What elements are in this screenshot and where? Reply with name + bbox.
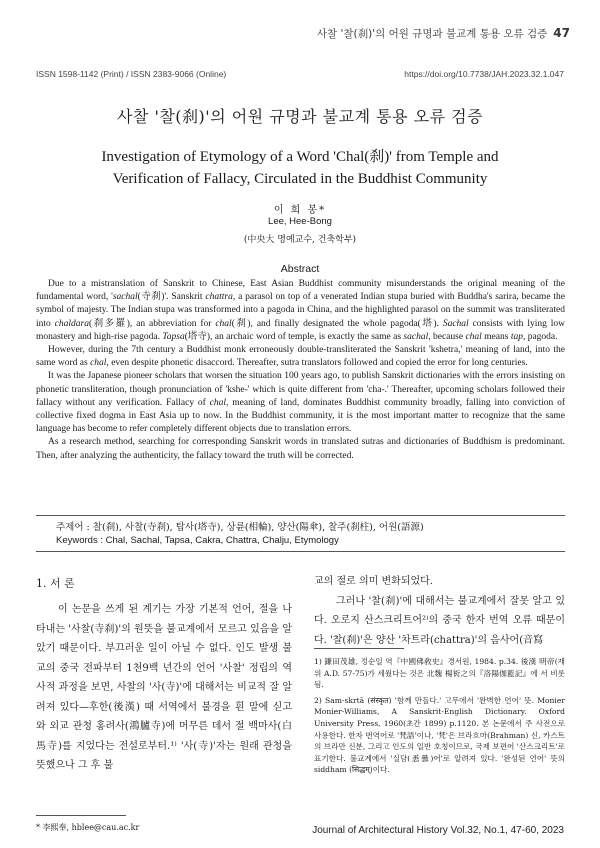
body-paragraph: 이 논문을 쓰게 된 계기는 가장 기본적 언어, 절을 나타내는 '사찰(寺刹)'의 원뜻을 불교계에서 모르고 있음을 알았기 때문이다. 부끄러운 일이 아닐 수 없다. 인도 발생 불교의 중국 전파부터 1천9백 년간의 언어 '사찰' 정립의 역사적 과정을 보면, 사찰의 '사(寺)'에 대해서는 비교적 잘 알려져 있다—후한(後漢) 때 서역에서 불경을 흰 말에 싣고 와 외교 관청 홍려사(鴻臚寺)에 머무른 데서 절 백마사(白馬寺)를 지었다는 전설로부터.¹⁾ '사(寺)'자는 원래 관청을 뜻했으나 그 후 불 — [36, 604, 292, 771]
section-heading-introduction: 1. 서 론 — [36, 577, 75, 590]
footnote-rule-right — [314, 648, 404, 649]
issn: ISSN 1598-1142 (Print) / ISSN 2383-9066 (Online) — [36, 69, 227, 79]
footnote-2: 2) Sam-skrtā (संस्कृत) '함께 만들다.' 고무에서 '완벽한 언어' 뜻. Monier Monier-Williams, A Sanskrit-English Dictionary. Oxford University Press, 1960(초간 1899) p.1120. 본 논문에서 주 사전으로 사용한다. 한자 번역어로 '梵語'이나, '梵'은 브라흐마(Brahman) 신, 카스트의 브라만 신분, 그리고 인도의 일반 호칭이므로, 국제 보편어 '산스크리트'로 표기한다. 불교계에서 '실담(悉曇)어'로 알려져 있다. '완성된 언어' 뜻의 siddham (सिद्धम्)이다. — [314, 695, 565, 775]
footnotes-right — [314, 656, 565, 780]
abstract-heading: Abstract — [280, 263, 320, 275]
author-footnote: * 李熙奉, hblee@cau.ac.kr — [36, 823, 140, 832]
abstract-paragraph: It was the Japanese pioneer scholars that worsen the situation 100 years ago, to publish Sanskrit dictionaries with the errors insisting on phonetic transliteration, though pronunciation of 'kshe-' which is quite different from 'cha-.' Thereafter, upcoming scholars followed their fallacy without any verification. Fallacy of chal, meaning of land, dominates Buddhist community broadly, falling into conviction of collective fixed dogma in East Asia up to now. In the Buddhist community, it is the most important matter to recognize that the same language has become to refer completely different objects due to translation errors. — [36, 371, 565, 435]
title-korean: 사찰 '찰(刹)'의 어원 규명과 불교계 통용 오류 검증 — [116, 107, 484, 126]
keywords-bottom-rule — [36, 551, 565, 552]
affiliation: (中央大 명예교수, 건축학부) — [243, 235, 357, 245]
right-column-body — [314, 572, 565, 650]
running-title: 사찰 '찰(刹)'의 어원 규명과 불교계 통용 오류 검증 — [316, 28, 548, 40]
journal-citation: Journal of Architectural History Vol.32, No.1, 47-60, 2023 — [312, 825, 564, 836]
doi-link[interactable]: https://doi.org/10.7738/JAH.2023.32.1.047 — [404, 69, 564, 79]
footnote-rule-left — [36, 815, 126, 816]
title-english-line2: Verification of Fallacy, Circulated in the Buddhist Community — [112, 171, 488, 187]
title-english-line1: Investigation of Etymology of a Word 'Chal(刹)' from Temple and — [101, 149, 499, 165]
keywords-korean: 주제어 : 찰(刹), 사찰(寺刹), 탑사(塔寺), 상륜(相輪), 양산(陽傘), 찰주(刹柱), 어원(語源) — [56, 522, 424, 533]
abstract-paragraph: As a research method, searching for corresponding Sanskrit words in translated sutras and dictionaries of Buddhism is predominant. Then, after analyzing the authenticity, the fallacy toward the truth will be corrected. — [36, 437, 565, 461]
body-paragraph: 교의 절로 의미 변화되었다. — [314, 576, 433, 587]
footnote-1: 1) 鎌田茂雄, 정순일 역『中國佛敎史』경서원, 1984. p.34. 後漢 明帝(재위 A.D. 57-75)가 세웠다는 것은 北魏 楊衒之의『洛陽伽藍記』에 서 비롯됨. — [314, 657, 565, 690]
abstract-paragraph: However, during the 7th century a Buddhist monk erroneously double-transliterated the Sanskrit 'kshetra,' meaning of land, into the same word as chal, even despite phonetic disaccord. Thereafter, sutra translators followed and copied the error for long centuries. — [36, 345, 565, 369]
page-number: 47 — [553, 26, 570, 40]
left-column-body — [36, 600, 292, 776]
keywords-top-rule — [36, 515, 565, 516]
running-header — [317, 26, 570, 41]
abstract-body — [36, 278, 565, 463]
body-paragraph: 그러나 '찰(刹)'에 대해서는 불교계에서 잘못 알고 있다. 오로지 산스크리트어²⁾의 중국 한자 번역 오류 때문이다. '찰(刹)'은 양산 '차트라(chattra)'의 음사어(音寫 — [314, 595, 565, 646]
author-english: Lee, Hee-Bong — [268, 216, 332, 227]
author-korean: 이 희 봉* — [273, 205, 327, 216]
title-english — [60, 146, 540, 190]
keywords-english: Keywords : Chal, Sachal, Tapsa, Cakra, Chattra, Chalju, Etymology — [56, 535, 339, 546]
abstract-paragraph: Due to a mistranslation of Sanskrit to Chinese, East Asian Buddhist community misunderstands the original meaning of the fundamental word, 'sachal(寺刹)'. Sanskrit chattra, a parasol on top of a venerated Indian stupa buried with Buddha's sarira, became the symbol of majesty. The Indian stupa was transformed into a pagoda in China, and the highlighted parasol on the summit was transliterated into chaldara(刹多羅), an abbreviation for chal(刹), and finally designated the whole pagoda(塔). Sachal consists with lying low monastery and high-rise pagoda. Tapsa(塔寺), an archaic word of temple, is exactly the same as sachal, because chal means tap, pagoda. — [36, 279, 566, 342]
